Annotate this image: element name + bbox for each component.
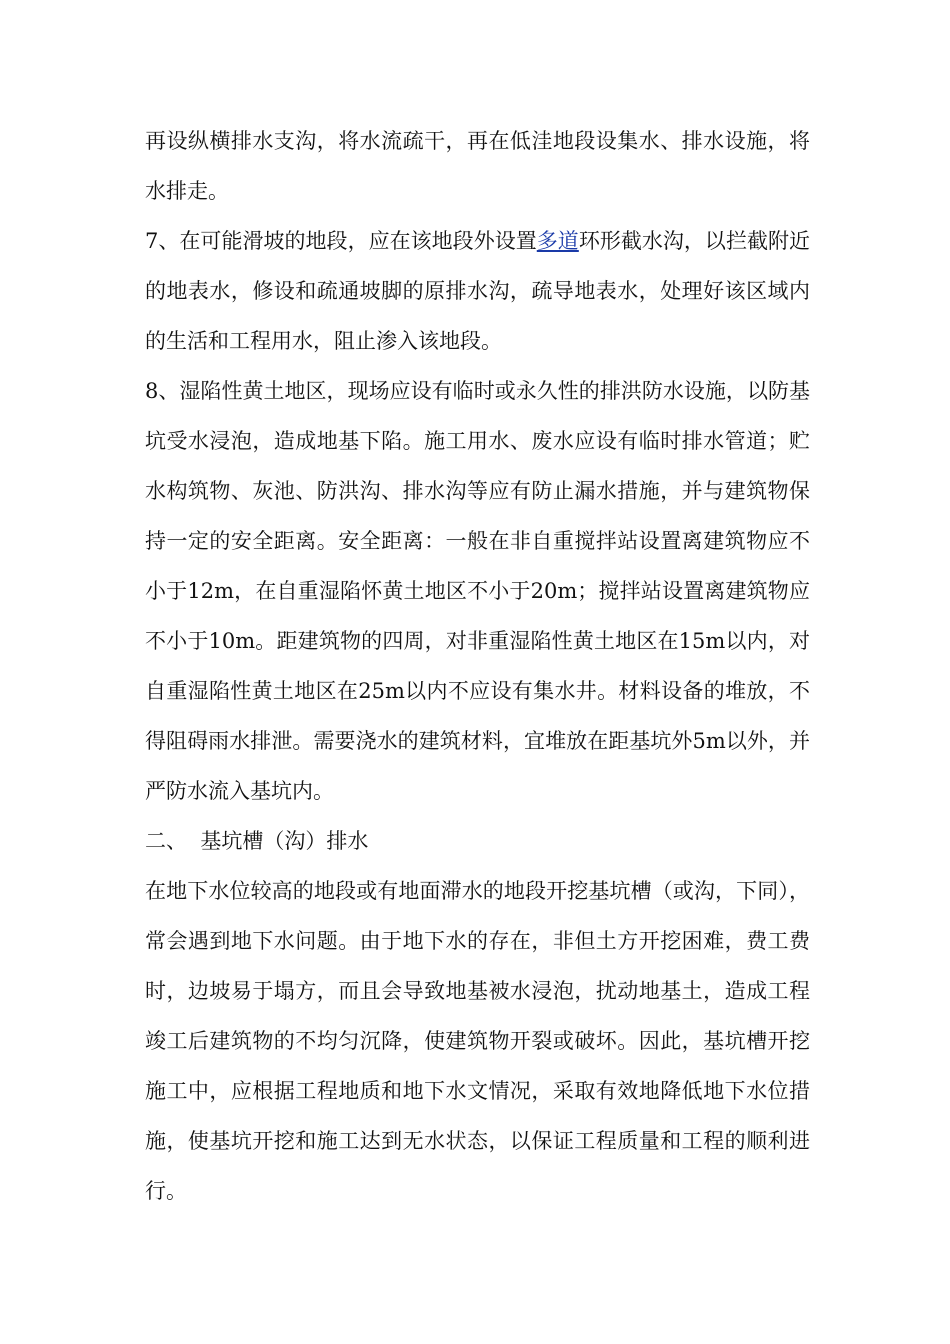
paragraph-text-after-link: 环形截水沟，以拦截附近的地表水，修设和疏通坡脚的原排水沟，疏导地表水，处理好该区域内的生活和工程用水，阻止渗入该地段。 xyxy=(145,229,811,353)
section-heading-pit-drainage: 二、 基坑槽（沟）排水 xyxy=(145,829,369,853)
paragraph-drainage-ditches: 再设纵横排水支沟，将水流疏干，再在低洼地段设集水、排水设施，将水排走。 xyxy=(145,129,810,203)
paragraph-groundwater-issues: 在地下水位较高的地段或有地面滞水的地段开挖基坑槽（或沟，下同），常会遇到地下水问题。由于地下水的存在，非但土方开挖困难，费工费时，边坡易于塌方，而且会导致地基被水浸泡，扰动地基土，造成工程竣工后建筑物的不均匀沉降，使建筑物开裂或破坏。因此，基坑槽开挖施工中，应根据工程地质和地下水文情况，采取有效地降低地下水位措施，使基坑开挖和施工达到无水状态，以保证工程质量和工程的顺利进行。 xyxy=(145,879,810,1203)
paragraph-text-before-link: 7、在可能滑坡的地段，应在该地段外设置 xyxy=(145,229,537,253)
document-body xyxy=(145,116,810,1216)
paragraph-landslide-section xyxy=(145,216,810,366)
paragraph-collapsible-loess: 8、湿陷性黄土地区，现场应设有临时或永久性的排洪防水设施，以防基坑受水浸泡，造成地基下陷。施工用水、废水应设有临时排水管道；贮水构筑物、灰池、防洪沟、排水沟等应有防止漏水措施，并与建筑物保持一定的安全距离。安全距离：一般在非自重搅拌站设置离建筑物应不小于12m，在自重湿陷怀黄土地区不小于20m；搅拌站设置离建筑物应不小于10m。距建筑物的四周，对非重湿陷性黄土地区在15m以内，对自重湿陷性黄土地区在25m以内不应设有集水井。材料设备的堆放，不得阻碍雨水排泄。需要浇水的建筑材料，宜堆放在距基坑外5m以外，并严防水流入基坑内。 xyxy=(145,379,810,803)
multi-channel-link[interactable]: 多道 xyxy=(536,229,579,253)
